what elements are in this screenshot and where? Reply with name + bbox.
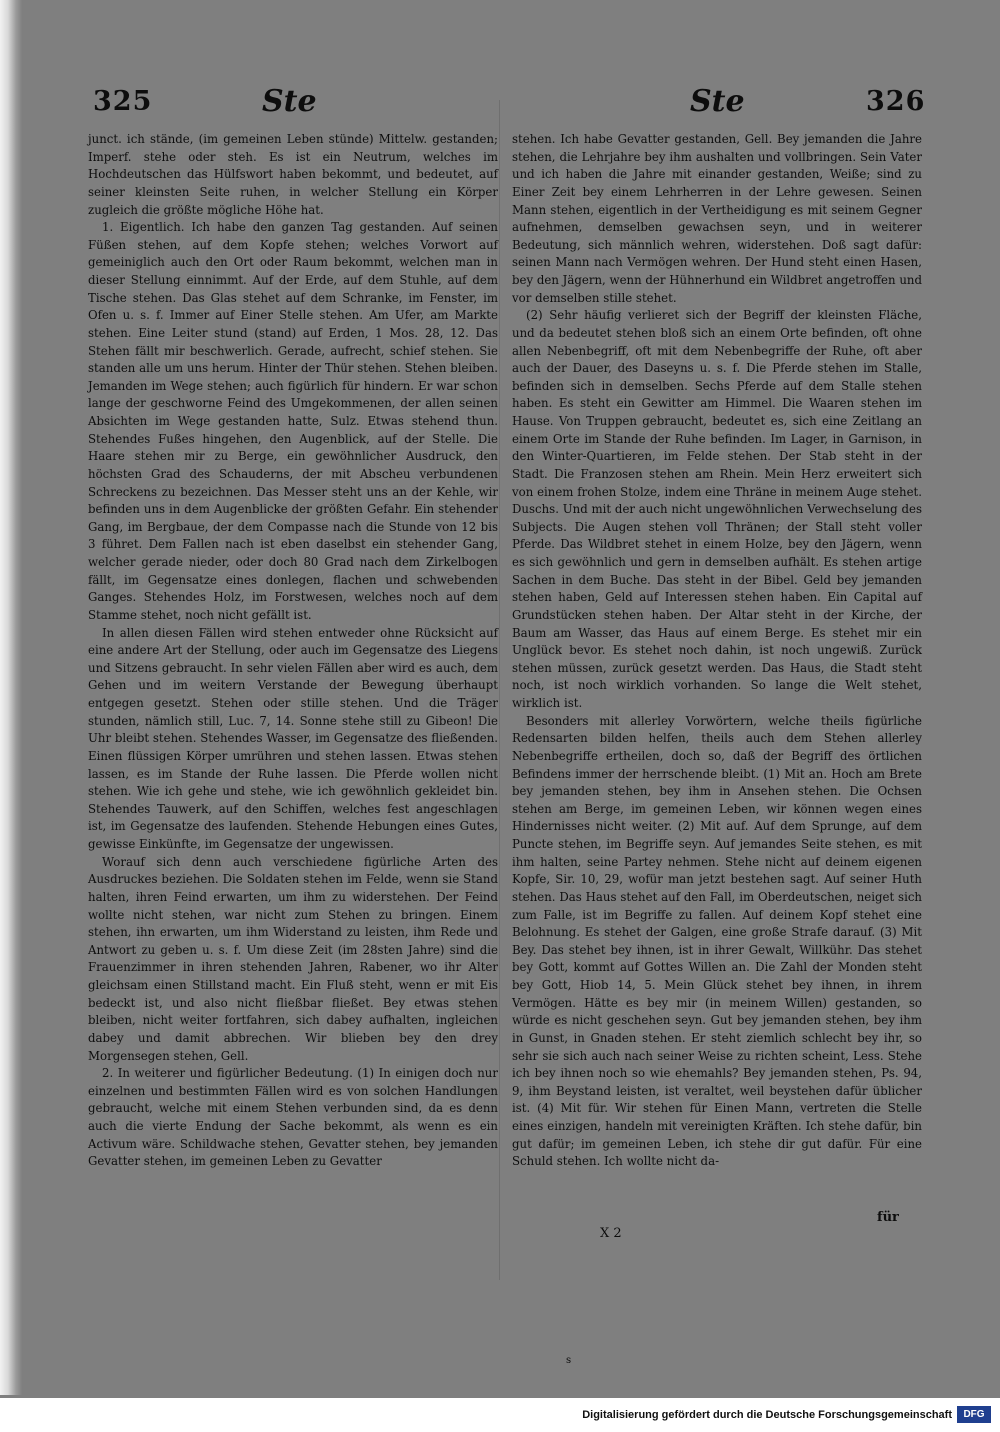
page-edge (0, 0, 22, 1395)
paragraph: stehen. Ich habe Gevatter gestanden, Gell. Bey jemanden die Jahre stehen, die Lehrjahre bey ihm aushalten und vollbringen. Sein Vater und ich haben die Jahre mit einander gestanden, Weiße; sind zu Einer Zeit bey einem Lehrherren in der Lehre gewesen. Seinen Mann stehen, eigentlich in der Vertheidigung es mit seinem Gegner aufnehmen, demselben gewachsen seyn, und in weiterer Bedeutung, sich männlich wehren, widerstehen. Doß sagt dafür: seinen Mann nach Vermögen wehren. Der Hund steht einen Hasen, bey den Jägern, wenn der Hühnerhund ein Wildbret angetroffen und vor demselben stille stehet. (512, 132, 922, 305)
text-column-left (88, 131, 498, 1171)
paragraph: 2. In weiterer und figürlicher Bedeutung. (1) In einigen doch nur einzelnen und bestimmten Fällen wird es von solchen Handlungen gebraucht, welche mit einem Stehen verbunden sind, da es denn auch die vierte Endung der Sache bekommt, als wenn es ein Activum wäre. Schildwache stehen, Gevatter stehen, bey jemanden Gevatter stehen, im gemeinen Leben zu Gevatter (88, 1066, 498, 1169)
paragraph: 1. Eigentlich. Ich habe den ganzen Tag gestanden. Auf seinen Füßen stehen, auf dem Kopfe stehen; welches Vorwort auf gemeiniglich auch den Ort oder Raum bekommt, welchen man in dieser Stellung einnimmt. Auf der Erde, auf dem Stuhle, auf dem Tische stehen. Das Glas stehet auf dem Schranke, im Fenster, im Ofen u. s. f. Immer auf Einer Stelle stehen. Am Ufer, am Markte stehen. Eine Leiter stund (stand) auf Erden, 1 Mos. 28, 12. Das Stehen fällt mir beschwerlich. Gerade, aufrecht, schief stehen. Sie standen alle um uns herum. Hinter der Thür stehen. Stehen bleiben. Jemanden im Wege stehen; auch figürlich für hindern. Er war schon lange der geschworne Feind des Umgekommenen, der allen seinen Absichten im Wege gestanden hatte, Sulz. Etwas stehend thun. Stehendes Fußes hingehen, den Augenblick, auf der Stelle. Die Haare stehen mir zu Berge, ein gewöhnlicher Ausdruck, den höchsten Grad des Schauderns, der mit Abscheu verbundenen Schreckens zu bezeichnen. Das Messer steht uns an der Kehle, wir befinden uns in dem Augenblicke der größten Gefahr. Ein stehender Gang, im Bergbaue, der dem Compasse nach die Stunde von 12 bis 3 führet. Dem Fallen nach ist eben daselbst ein stehender Gang, welcher gerade nieder, oder doch 80 Grad nach dem Zirkelbogen fällt, im Gegensatze eines donlegen, flachen und schwebenden Ganges. Stehendes Holz, im Forstwesen, welches noch auf dem Stamme stehet, noch nicht gefällt ist. (88, 220, 498, 622)
paragraph: (2) Sehr häufig verlieret sich der Begriff der kleinsten Fläche, und da bedeutet stehen bloß sich an einem Orte befinden, oft ohne allen Nebenbegriff, oft mit dem Nebenbegriffe der Ruhe, oft aber auch der Dauer, des Daseyns u. s. f. Die Pferde stehen im Stalle, befinden sich in demselben. Sechs Pferde auf dem Stalle stehen haben. Es steht ein Gewitter am Himmel. Die Waaren stehen im Hause. Von Truppen gebraucht, bedeutet es, sich eine Zeitlang an einem Orte im Stande der Ruhe befinden. Im Lager, in Garnison, in den Winter-Quartieren, im Felde stehen. Der Stab steht in der Stadt. Die Franzosen stehen am Rhein. Mein Herz erweitert sich von einem frohen Stolze, indem eine Thräne in meinem Auge stehet. Duschs. Und mit der auch nicht ungewöhnlichen Verwechselung des Subjects. Die Augen stehen voll Thränen; der Stall steht voller Pferde. Das Wildbret stehet in einem Holze, bey den Jägern, wenn es sich gewöhnlich und gern in demselben aufhält. Es stehen artige Sachen in dem Buche. Das steht in der Bibel. Geld bey jemanden stehen haben, Geld auf Interessen stehen haben. Ein Capital auf Grundstücken stehen haben. Der Altar steht in der Kirche, der Baum am Wasser, das Haus auf einem Berge. Es stehet mir ein Unglück bevor. Es stehet noch dahin, ist noch ungewiß. Zurück stehen müssen, zurück gesetzt werden. Das Haus, die Stadt steht noch, ist noch wirklich vorhanden. So lange die Welt stehet, wirklich ist. (512, 308, 922, 710)
speck: s (566, 1355, 572, 1366)
paragraph: junct. ich stände, (im gemeinen Leben stünde) Mittelw. gestanden; Imperf. stehe oder steh. Es ist ein Neutrum, welches im Hochdeutschen das Hülfswort haben bekommt, und bedeutet, auf seiner kleinsten Seite ruhen, in welcher Stellung ein Körper zugleich die größte mögliche Höhe hat. (88, 132, 498, 217)
paragraph: In allen diesen Fällen wird stehen entweder ohne Rücksicht auf eine andere Art der Stellung, oder auch im Gegensatze des Liegens und Sitzens gebraucht. In sehr vielen Fällen aber wird es auch, dem Gehen und im weitern Verstande der Bewegung überhaupt entgegen gesetzt. Stehen oder stille stehen. Und die Träger stunden, nämlich still, Luc. 7, 14. Sonne stehe still zu Gibeon! Die Uhr bleibt stehen. Stehendes Wasser, im Gegensatze des fließenden. Einen flüssigen Körper umrühren und stehen lassen. Etwas stehen lassen, es im Stande der Ruhe lassen. Die Pferde wollen nicht stehen. Wie ich gehe und stehe, wie ich gewöhnlich gekleidet bin. Stehendes Tauwerk, auf den Schiffen, welches fest angeschlagen ist, im Gegensatze des laufenden. Stehende Hebungen eines Gutes, gewisse Einkünfte, im Gegensatze der ungewissen. (88, 625, 498, 851)
signature-mark: X 2 (600, 1226, 622, 1241)
running-head-left: Ste (262, 84, 317, 119)
paragraph: Besonders mit allerley Vorwörtern, welche theils figürliche Redensarten bilden helfen, theils auch dem Stehen allerley Nebenbegriffe ertheilen, doch so, daß der Begriff des örtlichen Befindens immer der herrschende bleibt. (1) Mit an. Hoch am Brete bey jemanden stehen, bey ihm in Ansehen stehen. Die Ochsen stehen am Berge, im gemeinen Leben, wir können wegen eines Hindernisses nicht weiter. (2) Mit auf. Auf dem Sprunge, auf dem Puncte stehen, im Begriffe seyn. Auf jemandes Seite stehen, es mit ihm halten, seine Partey nehmen. Stehe nicht auf deinem eigenen Kopfe, Sir. 10, 29, wofür man jetzt bestehen sagt. Auf seiner Huth stehen. Das Haus stehet auf den Fall, im Oberdeutschen, neiget sich zum Falle, ist im Begriffe zu fallen. Auf deinem Kopf stehet eine Belohnung. Es stehet der Galgen, eine große Strafe darauf. (3) Mit Bey. Das stehet bey ihnen, ist in ihrer Gewalt, Willkühr. Das stehet bey Gott, kommt auf Gottes Willen an. Die Zahl der Monden steht bey Gott, Hiob 14, 5. Mein Glück stehet bey ihnen, in ihrem Vermögen. Hätte es bey mir (in meinem Willen) gestanden, so würde es nicht geschehen seyn. Gut bey jemanden stehen, bey ihm in Gunst, in Gnaden stehen. Er steht ziemlich schlecht bey ihr, so sehr sie sich auch nach seiner Weise zu richten scheint, Less. Stehe ich bey ihnen noch so wie ehemahls? Bey jemanden stehen, Ps. 94, 9, ihm Beystand leisten, ist veraltet, weil beystehen dafür üblicher ist. (4) Mit für. Wir stehen für Einen Mann, vertreten die Stelle eines einzigen, handeln mit vereinigten Kräften. Ich stehe dafür, bin gut dafür; im gemeinen Leben, ich stehe dir gut dafür. Für eine Schuld stehen. Ich wollte nicht da- (512, 713, 922, 1169)
catchword: für (877, 1210, 899, 1225)
page-number-right: 326 (866, 86, 926, 117)
running-head-right: Ste (690, 84, 745, 119)
digitization-footer (0, 1398, 1000, 1432)
page-number-left: 325 (93, 86, 153, 117)
paragraph: Worauf sich denn auch verschiedene figürliche Arten des Ausdruckes beziehen. Die Soldaten stehen im Felde, wenn sie Stand halten, ihren Feind erwarten, um ihm zu widerstehen. Der Feind wollte nicht stehen, war nicht zum Stehen zu bringen. Einem stehen, ihn erwarten, um ihm Widerstand zu leisten, ihm Rede und Antwort zu geben u. s. f. Um diese Zeit (im 28sten Jahre) sind die Frauenzimmer in ihren stehenden Jahren, Rabener, wo ihr Alter gleichsam einen Stillstand macht. Ein Fluß steht, wenn er mit Eis bedeckt ist, und also nicht fließbar fließet. Bey etwas stehen bleiben, nicht weiter fortfahren, sich dabey aufhalten, ingleichen dabey und damit abbrechen. Wir blieben bey den drey Morgensegen stehen, Gell. (88, 854, 498, 1063)
dfg-logo[interactable]: DFG (957, 1406, 991, 1423)
footer-credit: Digitalisierung gefördert durch die Deutsche Forschungsgemeinschaft (582, 1409, 952, 1421)
column-gutter (499, 100, 500, 1280)
text-column-right (512, 131, 922, 1171)
